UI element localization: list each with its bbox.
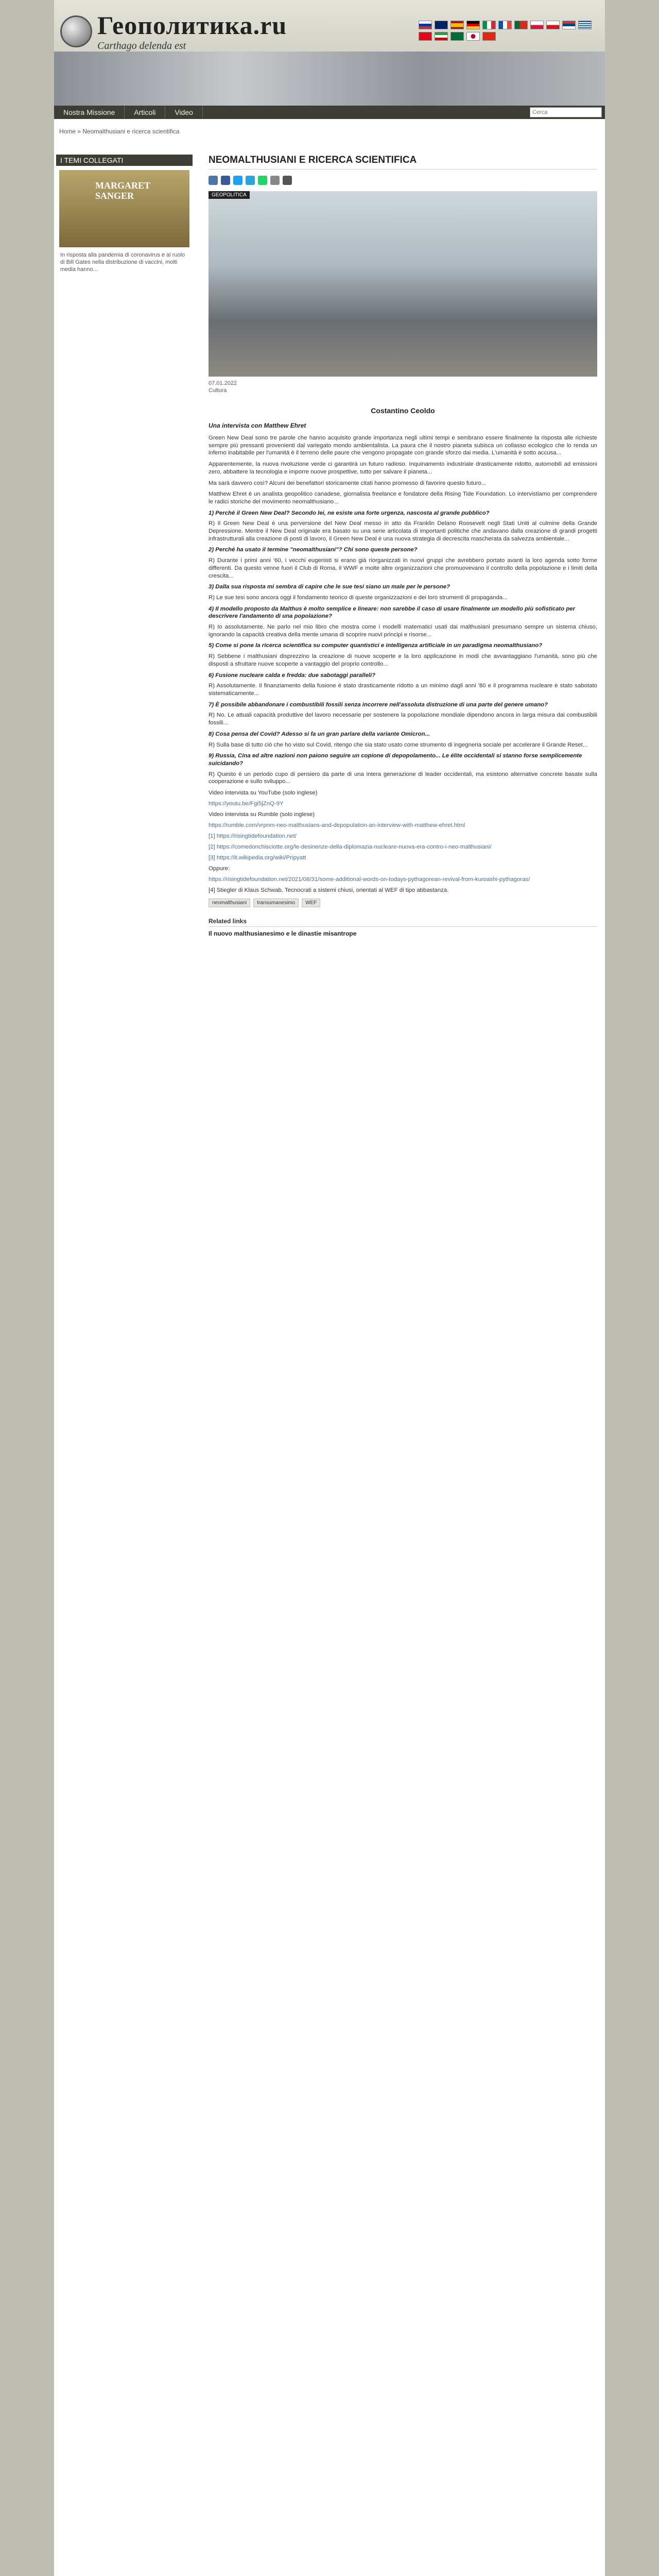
article-title: NEOMALTHUSIANI E RICERCA SCIENTIFICA [209, 155, 597, 170]
nav-item-mission[interactable]: Nostra Missione [54, 106, 125, 119]
related-link[interactable]: Il nuovo malthusianesimo e le dinastie misantrope [209, 930, 357, 938]
question: 3) Dalla sua risposta mi sembra di capire che le sue tesi siano un male per le persone? [209, 584, 450, 590]
interview [209, 510, 597, 786]
flag-icon[interactable] [498, 21, 512, 29]
share-telegram-icon[interactable] [246, 176, 255, 185]
article [209, 155, 597, 937]
links-label: Oppure: [209, 866, 230, 872]
nav-item-articles[interactable]: Articoli [125, 106, 165, 119]
page-wrapper [54, 0, 605, 2576]
article-meta [209, 380, 597, 394]
share-bar [209, 176, 597, 185]
paragraph: Matthew Ehret è un analista geopolitico canadese, giornalista freelance e fondatore della Rising Tide Foundation. Lo intervistiamo per comprendere le radici storiche del movimento neomalthusiano... [209, 491, 597, 505]
flag-icon[interactable] [514, 21, 528, 29]
answer: R) Questo è un periodo cupo di pensiero da parte di una intera generazione di leader occidentali, ma esistono alternative concrete basate sulla cooperazione e sullo sviluppo... [209, 771, 597, 785]
share-email-icon[interactable] [270, 176, 280, 185]
flag-icon[interactable] [466, 21, 480, 29]
site-logo[interactable] [60, 10, 287, 52]
question: 1) Perché il Green New Deal? Secondo lei, ne esiste una forte urgenza, nascosta al grande pubblico? [209, 510, 490, 516]
article-intro [209, 434, 597, 506]
tag[interactable]: WEF [302, 899, 320, 907]
answer: R) Sulla base di tutto ciò che ho visto sul Covid, ritengo che sia stato usato come strumento di ingegneria sociale per accelerare il Grande Reset... [209, 741, 588, 748]
tag-list [209, 899, 597, 907]
flag-icon[interactable] [562, 21, 576, 29]
share-facebook-icon[interactable] [221, 176, 230, 185]
article-link[interactable]: https://rumble.com/vrpnm-neo-malthusians-and-depopulation-an-interview-with-matthew-ehret.html [209, 822, 465, 829]
question: 9) Russia, Cina ed altre nazioni non paiono seguire un copione di depopolamento... Le élite occidentali si stanno forse semplicemente suicidando? [209, 753, 582, 767]
footnote-link[interactable]: [2] https://comedonchisciotte.org/le-desinenze-della-diplomazia-nucleare-nuova-era-contro-i-neo-malthusiani/ [209, 844, 492, 851]
article-section[interactable]: Cultura [209, 387, 227, 394]
article-subtitle: Una intervista con Matthew Ehret [209, 422, 306, 429]
globe-icon [60, 15, 92, 47]
article-date: 07.01.2022 [209, 380, 237, 386]
links-label: Video intervista su YouTube (solo inglese) [209, 790, 318, 796]
site-header [54, 0, 605, 88]
question: 2) Perché ha usato il termine "neomalthusiani"? Chi sono queste persone? [209, 547, 418, 553]
share-twitter-icon[interactable] [233, 176, 242, 185]
article-author[interactable]: Costantino Ceoldo [371, 406, 435, 415]
related-links-title: Related links [209, 918, 597, 927]
paragraph: Green New Deal sono tre parole che hanno acquisito grande importanza negli ultimi tempi e sembrano essere finalmente la risposta alle richieste sempre più pressanti provenienti dal variegato mondo ambientalista. La paura che il nostro pianeta subisca un collasso ecologico che lo renda un inferno inabitabile per l'umanità è il terreno delle paure che vengono propagate con grande sforzo dai media. L'umanità è sotto accusa... [209, 435, 597, 456]
book-title: MARGARET SANGER [95, 180, 150, 201]
flag-icon[interactable] [482, 21, 496, 29]
share-print-icon[interactable] [283, 176, 292, 185]
flag-icon[interactable] [466, 32, 480, 41]
answer: R) Durante i primi anni '60, i vecchi eugenisti si erano già riorganizzati in nuovi gruppi che avrebbero portato avanti la loro agenda sotto forme differenti. Da questo venne fuori il Club di Roma, il WWF e molte altre organizzazioni che promuovevano il controllo della popolazione e i limiti della crescita... [209, 557, 597, 579]
flag-icon[interactable] [530, 21, 544, 29]
nav-item-video[interactable]: Video [165, 106, 203, 119]
answer: R) Le sue tesi sono ancora oggi il fondamento teorico di queste organizzazioni e dei loro strumenti di propaganda... [209, 594, 508, 601]
flag-icon[interactable] [578, 21, 592, 29]
question: 8) Cosa pensa del Covid? Adesso si fa un gran parlare della variante Omicron... [209, 731, 430, 737]
flag-icon[interactable] [450, 21, 464, 29]
main-navigation [54, 106, 605, 119]
article-links [209, 789, 597, 894]
tag[interactable]: neomalthusiani [209, 899, 250, 907]
answer: R) Io assolutamente. Ne parlo nel mio libro che mostra come i modelli matematici usati dai malthusiani presumano sempre un sistema chiuso, ignorando la capacità creativa della mente umana di scoprire nuovi principi e risorse... [209, 624, 597, 638]
sidebar-title: I TEMI COLLEGATI [56, 155, 193, 166]
language-flags [419, 21, 599, 41]
answer: R) Il Green New Deal è una perversione del New Deal messo in atto da Franklin Delano Roosevelt negli Stati Uniti al culmine della Grande Depressione. Mentre il New Deal originale era basato su una serie articolata di importanti politiche che andavano dalla creazione di grandi progetti infrastrutturali alla creazione di posti di lavoro, il Green New Deal è una nuova strategia di decrescita mascherata da salvezza ambientale... [209, 520, 597, 542]
footnote-link[interactable]: [3] https://it.wikipedia.org/wiki/Pripyatt [209, 855, 306, 861]
paragraph: Apparentemente, la nuova rivoluzione verde ci garantirà un futuro radioso. Inquinamento industriale drasticamente ridotto, automobili ad emissioni zero, abbattere la tecnologia e imporre nuove prospettive, tutto per salvare il pianeta... [209, 461, 597, 475]
related-image[interactable] [59, 170, 189, 247]
site-motto: Carthago delenda est [97, 40, 186, 52]
paragraph: Ma sarà davvero così? Alcuni dei benefattori storicamente citati hanno promesso di favorire questo futuro... [209, 480, 487, 486]
tag[interactable]: transumanesimo [253, 899, 299, 907]
flag-icon[interactable] [419, 21, 432, 29]
hero-tag: GEOPOLITICA [209, 191, 250, 199]
links-label: Video intervista su Rumble (solo inglese) [209, 811, 315, 818]
flag-icon[interactable] [450, 32, 464, 41]
sidebar [56, 155, 193, 273]
footnote: [4] Stiegler di Klaus Schwab. Tecnocrati a sistemi chiusi, orientati al WEF di tipo abbastanza. [209, 887, 449, 894]
article-link[interactable]: https://youtu.be/Fgi5jZnQ-9Y [209, 801, 284, 807]
flag-icon[interactable] [482, 32, 496, 41]
answer: R) No. Le attuali capacità produttive del lavoro necessarie per sostenere la popolazione mondiale dipendono ancora in larga misura dai combustibili fossili... [209, 712, 597, 726]
header-banner [54, 52, 605, 106]
flag-icon[interactable] [546, 21, 560, 29]
question: 6) Fusione nucleare calda e fredda: due sabotaggi paralleli? [209, 672, 376, 679]
related-caption[interactable]: In risposta alla pandemia di coronavirus e al ruolo di Bill Gates nella distribuzione di vaccini, molti media hanno... [60, 252, 185, 273]
flag-icon[interactable] [435, 32, 448, 41]
footnote-link[interactable]: [1] https://risingtidefoundation.net/ [209, 833, 297, 840]
answer: R) Sebbene i malthusiani disprezzino la creazione di nuove scoperte e la loro applicazione in modi che avvantaggiano l'umanità, sono più che disposti a sfruttare nuove scoperte a vantaggio del proprio controllo... [209, 653, 597, 667]
footnote-link[interactable]: https://risingtidefoundation.net/2021/08/31/some-additional-words-on-todays-pythagorean-revival-from-kuroashi-pythagoras/ [209, 876, 530, 883]
question: 5) Come si pone la ricerca scientifica su computer quantistici e intelligenza artificiale in un paradigma neomalthusiano? [209, 642, 543, 649]
answer: R) Assolutamente. Il finanziamento della fusione è stato drasticamente ridotto a un minimo dagli anni '80 e il programma nucleare è stato sabotato sistematicamente... [209, 683, 597, 697]
question: 4) Il modello proposto da Malthus è molto semplice e lineare: non sarebbe il caso di usare finalmente un modello più sofisticato per descrivere l'andamento di una popolazione? [209, 605, 576, 620]
site-name: Геополитика.ru [97, 11, 287, 40]
article-hero-image [209, 191, 597, 377]
question: 7) È possibile abbandonare i combustibili fossili senza incorrere nell'assoluta distruzione di una parte del genere umano? [209, 701, 548, 708]
breadcrumb[interactable]: Home » Neomalthusiani e ricerca scientifica [59, 128, 180, 135]
flag-icon[interactable] [435, 21, 448, 29]
share-vk-icon[interactable] [209, 176, 218, 185]
flag-icon[interactable] [419, 32, 432, 41]
search-input[interactable] [530, 107, 602, 117]
share-whatsapp-icon[interactable] [258, 176, 267, 185]
